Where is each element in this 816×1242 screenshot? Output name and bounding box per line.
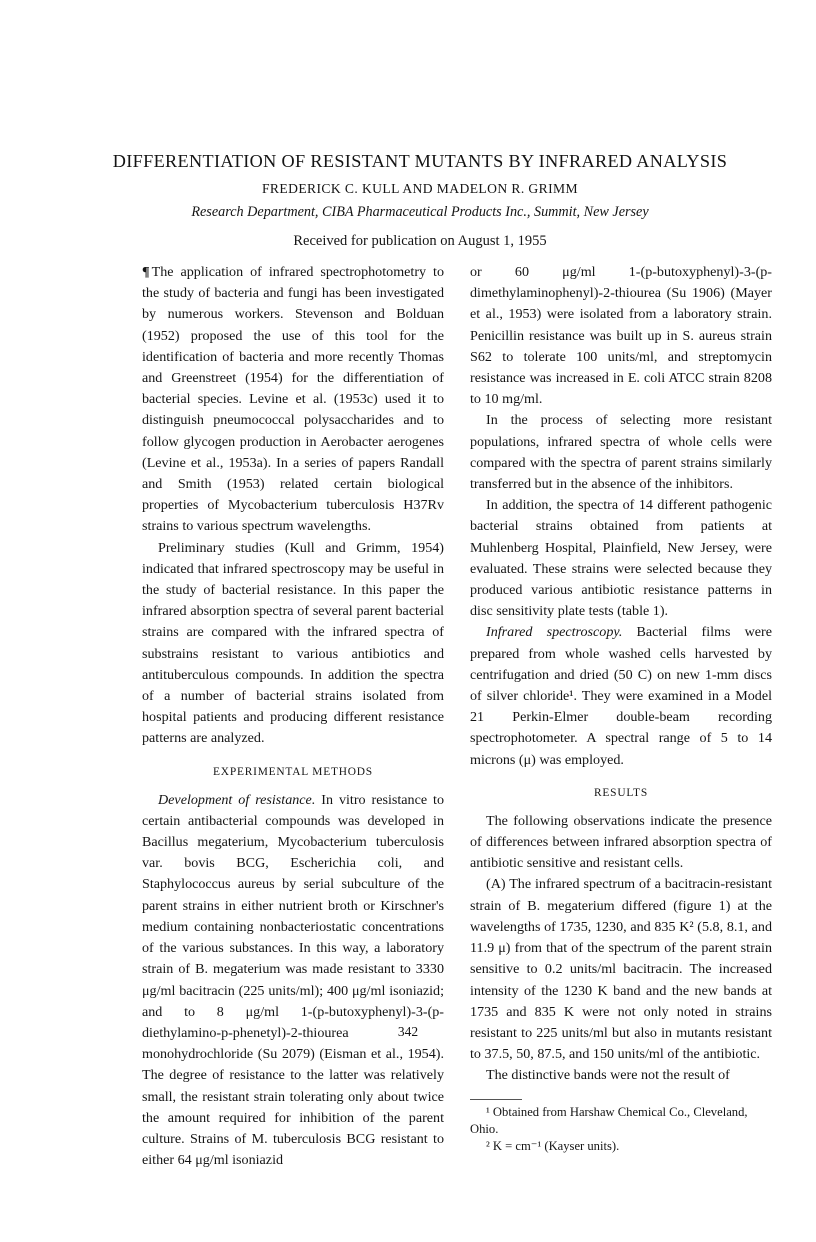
intro-paragraph-1 (142, 262, 444, 538)
paragraph-mark: ¶ (142, 264, 150, 280)
methods-paragraph-3: In the process of selecting more resistant populations, infrared spectra of whole cells were compared with the spectra of parent strains similarly transferred but in the absence of the inhibitors. (470, 412, 772, 493)
page-number: 342 (397, 1024, 419, 1039)
methods-text-1: In vitro resistance to certain antibacterial compounds was developed in Bacillus megaterium, Mycobacterium tuberculosis var. bovis BCG, Escherichia coli, and Staphylococcus aureus by serial subculture of the parent strains in either nutrient broth or Kirschner's medium containing nonbacteriostatic concentrations of the various substances. In this way, a laboratory strain of B. megaterium was made resistant to 3330 μg/ml bacitracin (225 units/ml); 400 μg/ml isoniazid; and to 8 μg/ml 1-(p-butoxyphenyl)-3-(p-diethylamino-p-phenetyl)-2-thiourea monohydrochloride (Su 2079) (Eisman et al., 1954). The degree of resistance to the latter was relatively small, the resistant strain tolerating only about twice the amount required for inhibition of the parent culture. Strains of M. tuberculosis BCG resistant to either 64 μg/ml isoniazid (142, 791, 444, 1169)
authors: FREDERICK C. KULL AND MADELON R. GRIMM (261, 181, 579, 196)
subheading-development: Development of resistance. (158, 791, 316, 808)
methods-paragraph-5 (470, 622, 772, 770)
results-paragraph-1: The following observations indicate the presence of differences between infrared absorption spectra of antibiotic sensitive and resistant cells. (470, 812, 772, 872)
intro-paragraph-2: Preliminary studies (Kull and Grimm, 1954) indicated that infrared spectroscopy may be useful in the study of bacterial resistance. In this paper the infrared absorption spectra of several parent bacterial strains are compared with the infrared spectra of substrains resistant to various antibiotics and antituberculous compounds. In addition the spectra of a number of bacterial strains isolated from hospital patients and producing different resistance patterns are analyzed. (142, 539, 444, 747)
methods-paragraph-1 (142, 790, 444, 1172)
right-column (470, 262, 772, 1155)
intro-text-1: The application of infrared spectrophotometry to the study of bacteria and fungi has been investigated by numerous workers. Stevenson and Bolduan (1952) proposed the use of this tool for the identification of bacteria and more recently Thomas and Greenstreet (1954) for the differentiation of bacterial species. Levine et al. (1953c) used it to distinguish pneumococcal polysaccharides and to follow glycogen production in Aerobacter aerogenes (Levine et al., 1953a). In a series of papers Randall and Smith (1953) related certain biological properties of Mycobacterium tuberculosis H37Rv strains to various spectrum wavelengths. (142, 264, 444, 535)
results-paragraph-3: The distinctive bands were not the result of (486, 1067, 730, 1084)
footnote-2: ² K = cm⁻¹ (Kayser units). (486, 1138, 620, 1153)
footnote-1: ¹ Obtained from Harshaw Chemical Co., Cleveland, Ohio. (470, 1104, 748, 1136)
affiliation: Research Department, CIBA Pharmaceutical Products Inc., Summit, New Jersey (191, 204, 649, 220)
methods-text-5: Bacterial films were prepared from whole washed cells harvested by centrifugation and dried (50 C) on new 1-mm discs of silver chloride¹. They were examined in a Model 21 Perkin-Elmer double-beam recording spectrophotometer. A spectral range of 5 to 14 microns (μ) was employed. (470, 624, 772, 768)
article-title: DIFFERENTIATION OF RESISTANT MUTANTS BY INFRARED ANALYSIS (112, 151, 728, 171)
methods-paragraph-4: In addition, the spectra of 14 different pathogenic bacterial strains obtained from patients at Muhlenberg Hospital, Plainfield, New Jersey, were evaluated. These strains were selected because they produced various antibiotic resistance patterns in disc sensitivity plate tests (table 1). (470, 497, 772, 620)
results-paragraph-2: (A) The infrared spectrum of a bacitracin-resistant strain of B. megaterium differed (figure 1) at the wavelengths of 1735, 1230, and 835 K² (5.8, 8.1, and 11.9 μ) from that of the spectrum of the parent strain sensitive to 0.2 units/ml bacitracin. The increased intensity of the 1230 K band and the new bands at 1735 and 835 K were not only noted in strains resistant to 225 units/ml but also in mutants resistant to 37.5, 50, 87.5, and 150 units/ml of the antibiotic. (470, 876, 772, 1063)
footnote-rule (470, 1099, 522, 1100)
section-heading-methods: EXPERIMENTAL METHODS (213, 765, 373, 778)
methods-paragraph-2: or 60 μg/ml 1-(p-butoxyphenyl)-3-(p-dimethylaminophenyl)-2-thiourea (Su 1906) (Mayer et al., 1953) were isolated from a laboratory strain. Penicillin resistance was built up in S. aureus strain S62 to tolerate 100 units/ml, and streptomycin resistance was increased in E. coli ATCC strain 8208 to 10 mg/ml. (470, 264, 772, 408)
received-date: Received for publication on August 1, 1955 (293, 233, 547, 249)
subheading-spectroscopy: Infrared spectroscopy. (486, 624, 623, 641)
section-heading-results: RESULTS (594, 786, 648, 799)
